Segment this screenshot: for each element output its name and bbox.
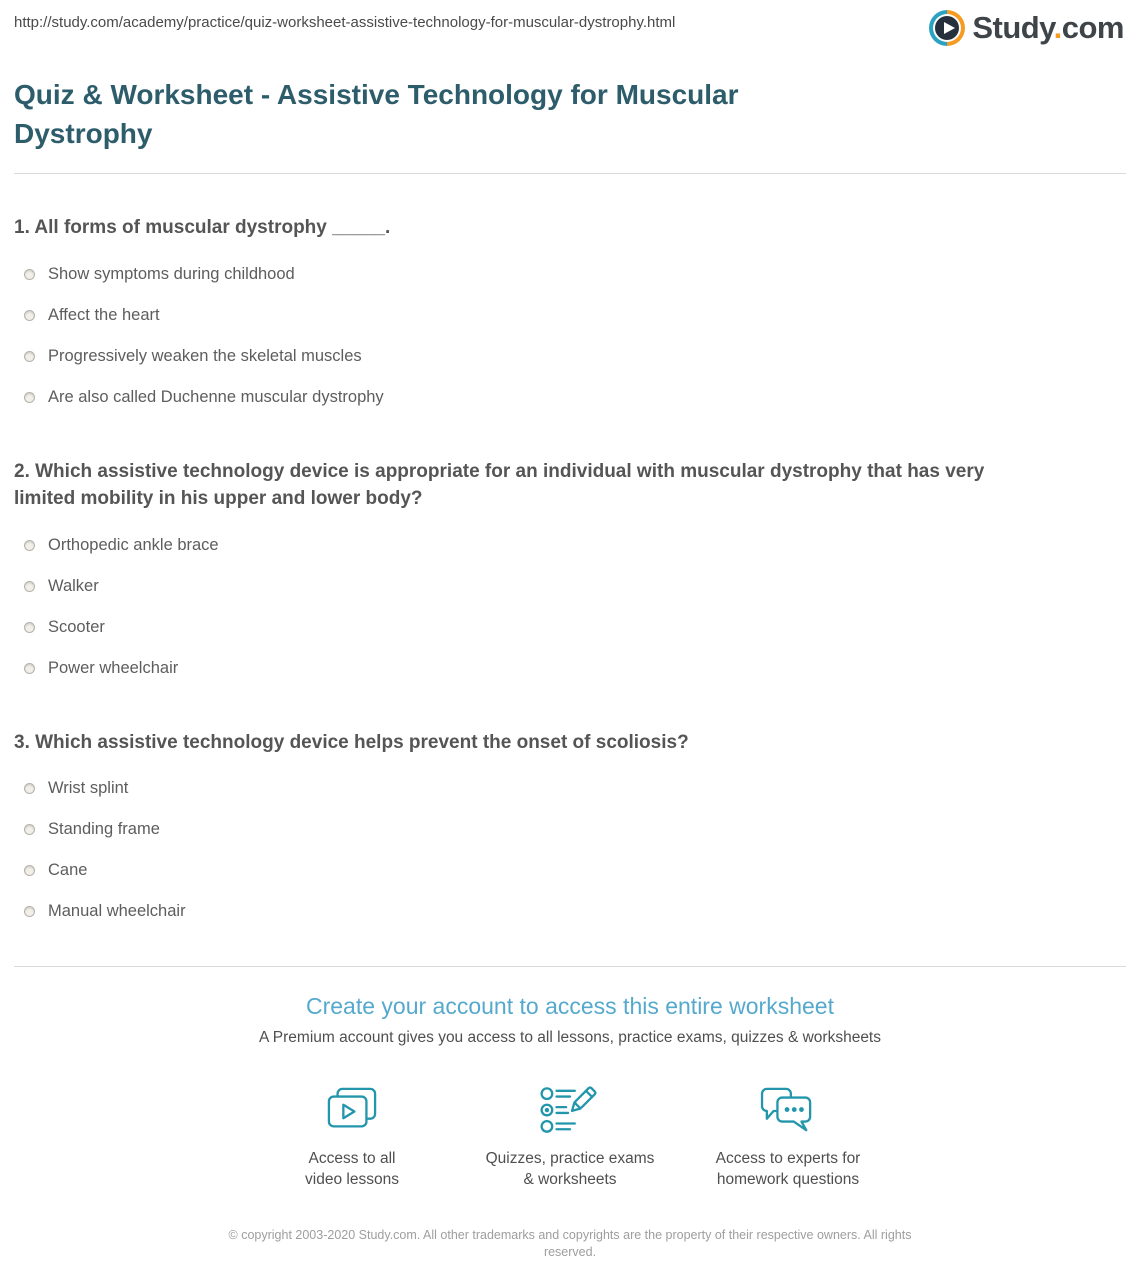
section-divider [14,966,1126,967]
cta-subheading: A Premium account gives you access to all lessons, practice exams, quizzes & worksheets [259,1029,881,1047]
page-url: http://study.com/academy/practice/quiz-worksheet-assistive-technology-for-muscular-dystrophy.html [14,14,676,31]
option-label[interactable]: Wrist splint [48,779,129,798]
option-label[interactable]: Manual wheelchair [48,902,186,921]
benefit-quizzes-worksheets [461,1085,679,1191]
radio-button[interactable] [24,540,35,551]
option-label[interactable]: Affect the heart [48,305,160,324]
benefit-video-lessons [243,1085,461,1191]
radio-button[interactable] [24,865,35,876]
option-label[interactable]: Are also called Duchenne muscular dystrophy [48,387,384,406]
question-2-option-3[interactable] [14,607,1126,648]
page-header [0,0,1140,46]
radio-button[interactable] [24,581,35,592]
question-1 [14,214,1126,418]
question-1-text: 1. All forms of muscular dystrophy _____. [14,217,391,239]
question-1-option-4[interactable] [14,377,1126,418]
question-3-options [14,768,1126,932]
radio-button[interactable] [24,622,35,633]
radio-button[interactable] [24,351,35,362]
question-3-option-2[interactable] [14,809,1126,850]
cta-heading[interactable]: Create your account to access this entire worksheet [306,993,834,1020]
radio-button[interactable] [24,310,35,321]
question-1-option-1[interactable] [14,254,1126,295]
question-2-option-2[interactable] [14,566,1126,607]
radio-button[interactable] [24,783,35,794]
radio-button[interactable] [24,392,35,403]
question-1-option-2[interactable] [14,295,1126,336]
question-3-option-1[interactable] [14,768,1126,809]
question-3-option-3[interactable] [14,850,1126,891]
option-label[interactable]: Progressively weaken the skeletal muscles [48,346,362,365]
radio-button[interactable] [24,824,35,835]
option-label[interactable]: Show symptoms during childhood [48,264,295,283]
title-divider [14,173,1126,174]
question-1-options [14,254,1126,418]
quiz-questions [14,214,1126,932]
option-label[interactable]: Power wheelchair [48,658,179,677]
option-label[interactable]: Orthopedic ankle brace [48,535,219,554]
studycom-play-icon [929,10,965,46]
studycom-logo-text: Study.com [972,10,1124,45]
option-label[interactable]: Standing frame [48,820,160,839]
radio-button[interactable] [24,663,35,674]
option-label[interactable]: Walker [48,576,99,595]
question-1-option-3[interactable] [14,336,1126,377]
radio-button[interactable] [24,269,35,280]
quiz-worksheet-icon [461,1085,679,1137]
question-2-option-4[interactable] [14,648,1126,689]
benefit-caption: Access to all video lessons [305,1150,399,1189]
create-account-cta [0,993,1140,1047]
question-2-option-1[interactable] [14,525,1126,566]
question-3 [14,729,1126,933]
question-3-text: 3. Which assistive technology device helps prevent the onset of scoliosis? [14,731,689,753]
question-3-option-4[interactable] [14,891,1126,932]
studycom-logo[interactable] [929,10,1124,46]
question-2-text: 2. Which assistive technology device is appropriate for an individual with muscular dystrophy that has very limited mobility in his upper and lower body? [14,460,985,510]
premium-benefits [0,1085,1140,1191]
video-lessons-icon [243,1085,461,1137]
page-title: Quiz & Worksheet - Assistive Technology for Muscular Dystrophy [14,79,739,149]
chat-experts-icon [679,1085,897,1137]
question-2-options [14,525,1126,689]
option-label[interactable]: Cane [48,861,88,880]
radio-button[interactable] [24,906,35,917]
benefit-homework-experts [679,1085,897,1191]
option-label[interactable]: Scooter [48,617,105,636]
question-2 [14,458,1126,689]
copyright-notice: © copyright 2003-2020 Study.com. All other trademarks and copyrights are the property of their respective owners. All rights reserved. [228,1228,912,1260]
benefit-caption: Access to experts for homework questions [715,1150,861,1189]
benefit-caption: Quizzes, practice exams & worksheets [485,1150,655,1189]
